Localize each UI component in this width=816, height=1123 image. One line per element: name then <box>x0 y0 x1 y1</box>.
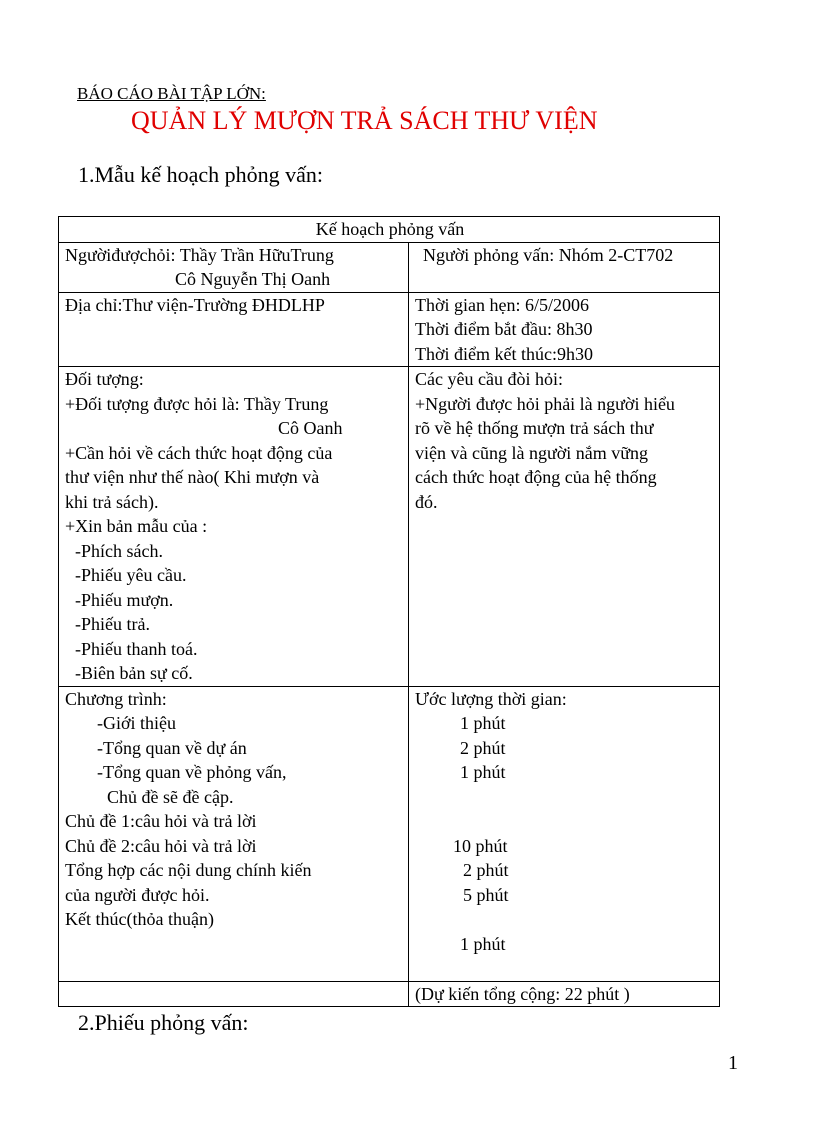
address-cell: Địa chỉ:Thư viện-Trường ĐHDLHP <box>59 292 409 367</box>
time-estimate-cell <box>409 686 720 981</box>
total-empty-cell <box>59 981 409 1007</box>
time-estimate-label: Ước lượng thời gian: <box>415 688 567 709</box>
subject-line: +Đối tượng được hỏi là: Thầy Trung <box>65 393 329 414</box>
total-time-cell: (Dự kiến tổng cộng: 22 phút ) <box>409 981 720 1007</box>
requirements-line: +Người được hỏi phải là người hiểu <box>415 393 675 414</box>
subject-line: Cô Oanh <box>278 418 343 438</box>
form-item: -Phiếu yêu cầu. <box>75 565 187 585</box>
interviewee-cell <box>59 242 409 292</box>
start-time-text: Thời điểm bắt đầu: 8h30 <box>415 319 593 339</box>
report-label: BÁO CÁO BÀI TẬP LỚN: <box>77 84 266 103</box>
form-item: -Biên bản sự cố. <box>75 663 193 683</box>
time-value: 10 phút <box>453 835 508 856</box>
program-label: Chương trình: <box>65 688 167 709</box>
interviewer-cell: Người phỏng vấn: Nhóm 2-CT702 <box>409 242 720 292</box>
time-value: 1 phút <box>460 762 506 782</box>
time-value: 5 phút <box>463 884 509 905</box>
program-cell <box>59 686 409 981</box>
requirements-label: Các yêu cầu đòi hỏi: <box>415 369 563 389</box>
table-row <box>59 981 720 1007</box>
table-row <box>59 217 720 243</box>
requirements-line: đó. <box>415 491 438 512</box>
form-item: -Phiếu trả. <box>75 614 150 634</box>
subject-line: thư viện như thế nào( Khi mượn và <box>65 467 320 487</box>
program-item: -Tổng quan về dự án <box>97 737 247 758</box>
table-row <box>59 686 720 981</box>
time-value: 2 phút <box>463 860 509 880</box>
requirements-cell <box>409 367 720 687</box>
section-heading-interview-form: 2.Phiếu phỏng vấn: <box>78 1010 249 1035</box>
program-item: -Tổng quan về phỏng vấn, <box>97 762 287 782</box>
subject-cell <box>59 367 409 687</box>
requirements-line: cách thức hoạt động của hệ thống <box>415 467 657 487</box>
document-title: QUẢN LÝ MƯỢN TRẢ SÁCH THƯ VIỆN <box>131 106 598 135</box>
table-row <box>59 242 720 292</box>
program-item: -Giới thiệu <box>97 713 177 733</box>
program-item: Tổng hợp các nội dung chính kiến <box>65 860 312 880</box>
program-item: Chủ đề 2:câu hỏi và trả lời <box>65 835 257 856</box>
program-item: Chủ đề sẽ đề cập. <box>107 786 234 807</box>
subject-line: +Xin bản mẫu của : <box>65 516 208 536</box>
program-item: Kết thúc(thỏa thuận) <box>65 909 214 929</box>
subject-label: Đối tượng: <box>65 369 144 389</box>
program-item: của người được hỏi. <box>65 884 210 905</box>
time-value: 1 phút <box>460 933 506 954</box>
schedule-cell <box>409 292 720 367</box>
end-time-text: Thời điểm kết thúc:9h30 <box>415 343 593 364</box>
subject-line: +Cần hỏi về cách thức hoạt động của <box>65 442 333 463</box>
table-row <box>59 367 720 687</box>
section-heading-interview-plan: 1.Mẫu kế hoạch phỏng vấn: <box>78 162 323 187</box>
interviewee-line: Cô Nguyễn Thị Oanh <box>175 269 331 289</box>
table-row <box>59 292 720 367</box>
form-item: -Phiếu thanh toá. <box>75 638 198 659</box>
time-value: 2 phút <box>460 737 506 758</box>
interviewee-line: Ngườiđượchỏi: Thầy Trần HữuTrung <box>65 244 334 265</box>
program-item: Chủ đề 1:câu hỏi và trả lời <box>65 811 257 831</box>
page-number: 1 <box>728 1052 738 1074</box>
plan-heading: Kế hoạch phỏng vấn <box>59 217 720 243</box>
time-value: 1 phút <box>460 713 506 733</box>
requirements-line: rõ về hệ thống mượn trả sách thư <box>415 418 654 438</box>
form-item: -Phích sách. <box>75 540 163 561</box>
subject-line: khi trả sách). <box>65 491 159 512</box>
interview-plan-table <box>58 216 720 1007</box>
form-item: -Phiếu mượn. <box>75 589 174 610</box>
appointment-text: Thời gian hẹn: 6/5/2006 <box>415 294 589 315</box>
requirements-line: viện và cũng là người nắm vững <box>415 442 648 463</box>
